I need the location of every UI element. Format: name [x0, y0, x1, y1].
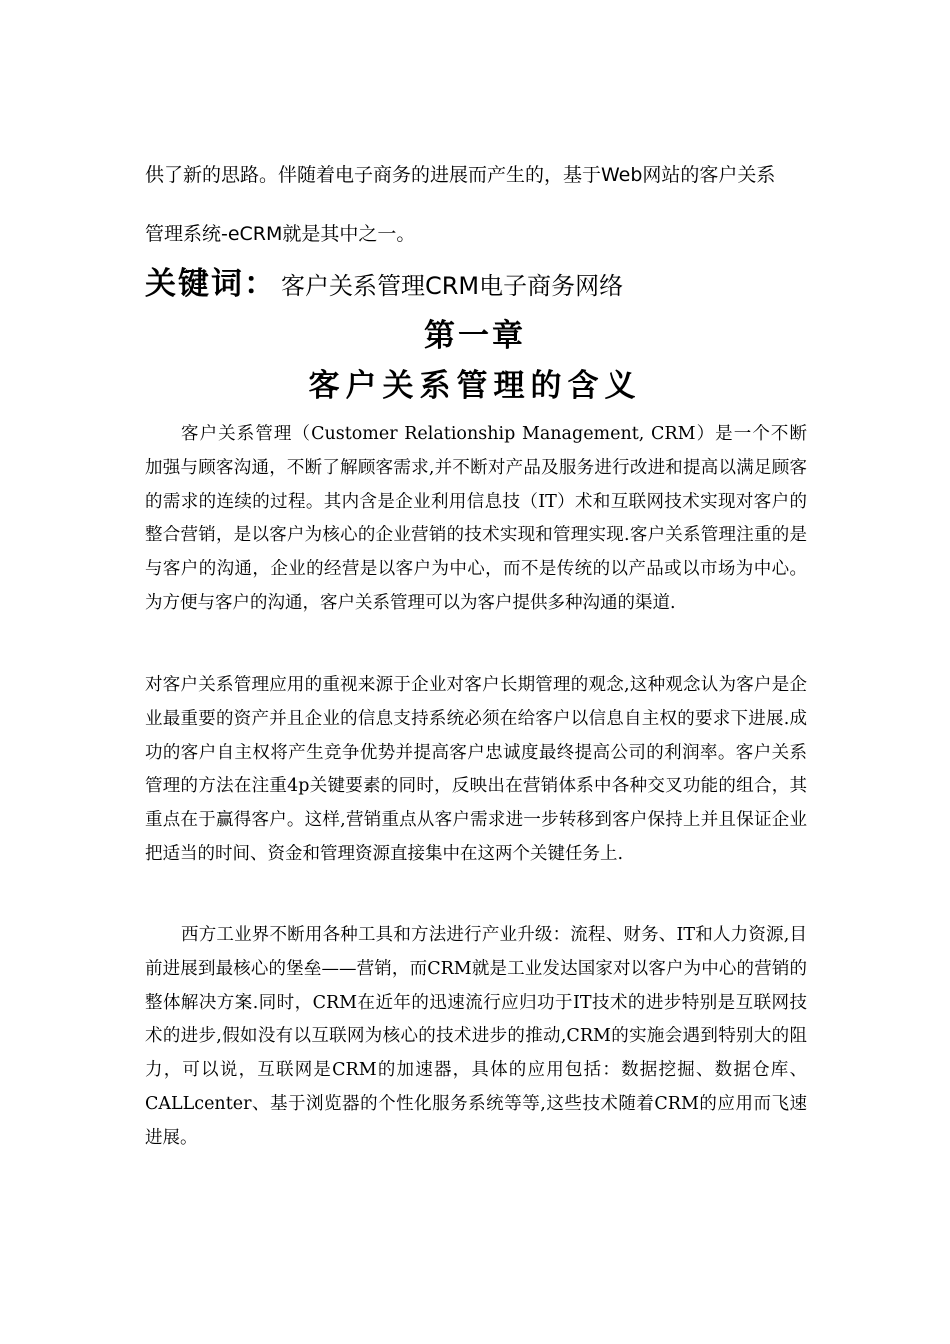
paragraph-importance: 对客户关系管理应用的重视来源于企业对客户长期管理的观念,这种观念认为客户是企业最重要的资产并且企业的信息支持系统必须在给客户以信息自主权的要求下进展.成功的客户自主权将产生竞争优势并提高客户忠诚度最终提高公司的利润率。客户关系管理的方法在注重4p关键要素的同时，反映出在营销体系中各种交叉功能的组合，其重点在于赢得客户。这样,营销重点从客户需求进一步转移到客户保持上并且保证企业把适当的时间、资金和管理资源直接集中在这两个关键任务上.	[145, 675, 807, 864]
intro-line-2: 管理系统-eCRM就是其中之一。	[145, 223, 416, 245]
intro-line-1: 供了新的思路。伴随着电子商务的进展而产生的，基于Web网站的客户关系	[145, 164, 776, 186]
paragraph-definition: 客户关系管理（Customer Relationship Management, CRM）是一个不断加强与顾客沟通，不断了解顾客需求,并不断对产品及服务进行改进和提高以满足顾客的需求的连续的过程。其内含是企业利用信息技（IT）术和互联网技术实现对客户的整合营销，是以客户为核心的企业营销的技术实现和管理实现.客户关系管理注重的是与客户的沟通，企业的经营是以客户为中心，而不是传统的以产品或以市场为中心。为方便与客户的沟通，客户关系管理可以为客户提供多种沟通的渠道.	[145, 424, 807, 613]
keywords-line	[145, 258, 623, 303]
keywords-label: 关键词：	[145, 266, 277, 302]
paragraph-western-industry: 西方工业界不断用各种工具和方法进行产业升级：流程、财务、IT和人力资源,目前进展到最核心的堡垒——营销，而CRM就是工业发达国家对以客户为中心的营销的整体解决方案.同时，CRM在近年的迅速流行应归功于IT技术的进步特别是互联网技术的进步,假如没有以互联网为核心的技术进步的推动,CRM的实施会遇到特别大的阻力，可以说，互联网是CRM的加速器，具体的应用包括：数据挖掘、数据仓库、CALLcenter、基于浏览器的个性化服务系统等等,这些技术随着CRM的应用而飞速进展。	[145, 925, 807, 1148]
keywords-text: 客户关系管理CRM电子商务网络	[281, 272, 624, 300]
chapter-number: 第一章	[424, 318, 526, 354]
chapter-title: 客户关系管理的含义	[308, 368, 642, 404]
